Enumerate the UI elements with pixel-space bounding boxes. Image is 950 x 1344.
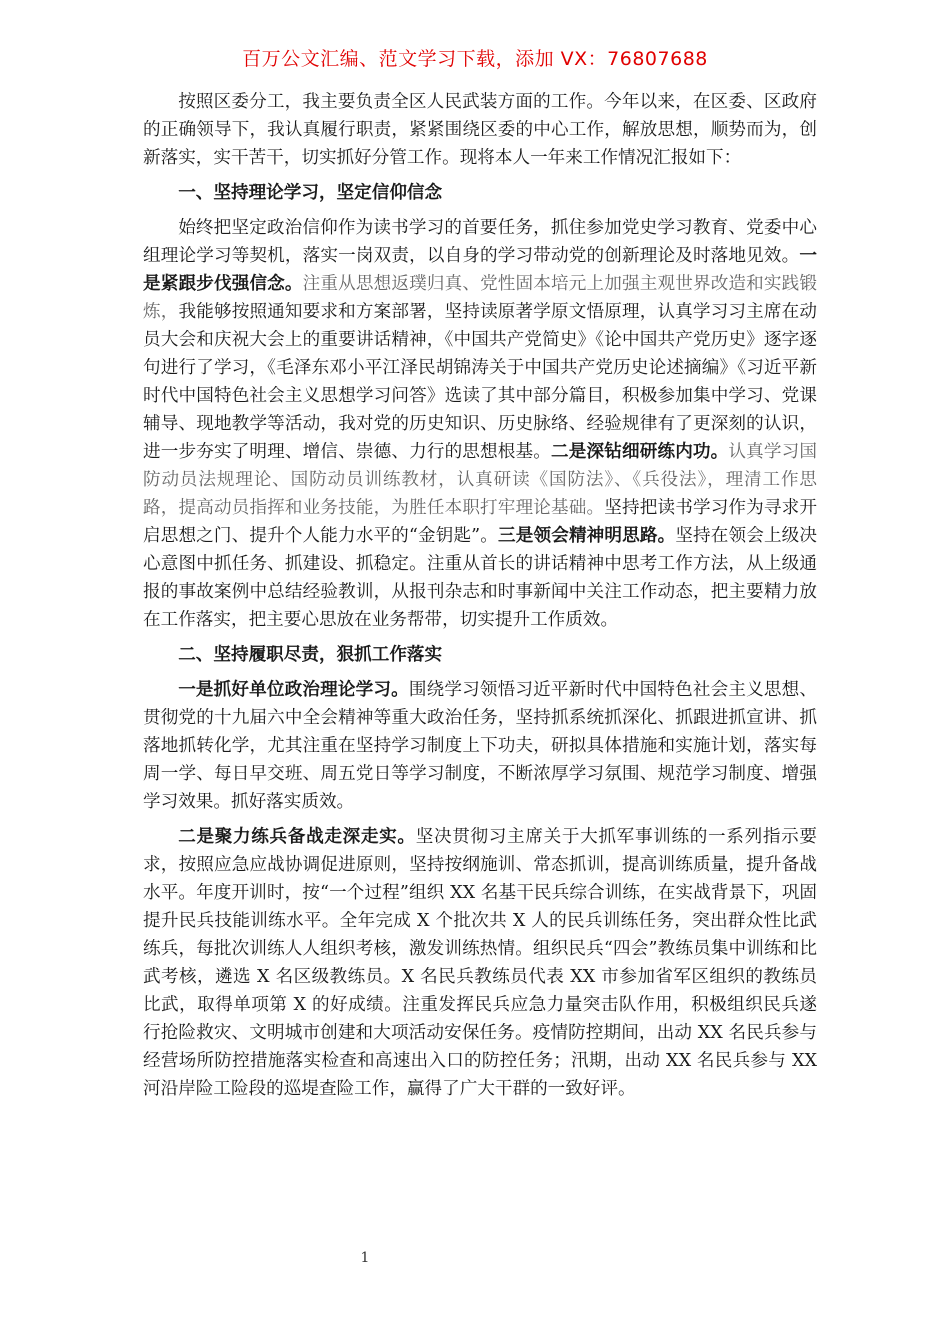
section2-paragraph-1 [143, 676, 817, 816]
section1-text-e: 认真学习国防动员法规理论、国防动员训练教材，认真研读《国防法》、《兵役法》，理清工作思路，提高动员指挥和业务技能，为胜任本职打牢理论基础。 [143, 442, 817, 518]
section1-point3-title: 三是领会精神明思路。 [498, 525, 676, 546]
document-body [143, 88, 817, 1103]
section1-heading: 一、坚持理论学习，坚定信仰信念 [178, 182, 443, 203]
section1-text-g: 坚持在领会上级决心意图中抓任务、抓建设、抓稳定。注重从首长的讲话精神中思考工作方法，从上级通报的事故案例中总结经验教训，从报刊杂志和时事新闻中关注工作动态，把主要精力放在工作落实，把主要心思放在业务帮带，切实提升工作质效。 [143, 526, 817, 630]
section1-text-f: 坚持把读书学习作为寻求开启思想之门、提升个人能力水平的“金钥匙”。 [143, 498, 817, 546]
section1-text-c: 注重从思想返璞归真、党性固本培元上加强主观世界改造和实践锻炼， [143, 274, 817, 322]
section1-point1-title: 一是紧跟步伐强信念。 [143, 245, 817, 294]
section2-paragraph-2 [143, 823, 817, 1103]
section2-point1-title: 一是抓好单位政治理论学习。 [178, 679, 409, 700]
header-banner: 百万公文汇编、范文学习下载，添加 VX：76807688 [242, 48, 708, 70]
intro-paragraph: 按照区委分工，我主要负责全区人民武装方面的工作。今年以来，在区委、区政府的正确领导下，我认真履行职责，紧紧围绕区委的中心工作，解放思想，顺势而为，创新落实，实干苦干，切实抓好分管工作。现将本人一年来工作情况汇报如下： [143, 92, 817, 168]
page-number: 1 [360, 1250, 370, 1266]
section1-point2-title: 二是深钻细研练内功。 [551, 441, 729, 462]
section2-point2-title: 二是聚力练兵备战走深走实。 [178, 826, 416, 847]
section2-heading: 二、坚持履职尽责，狠抓工作落实 [178, 644, 443, 665]
section2-point1-text: 围绕学习领悟习近平新时代中国特色社会主义思想、贯彻党的十九届六中全会精神等重大政治任务，坚持抓系统抓深化、抓跟进抓宣讲、抓落地抓转化学，尤其注重在坚持学习制度上下功夫，研拟具体措施和实施计划，落实每周一学、每日早交班、周五党日等学习制度，不断浓厚学习氛围、规范学习制度、增强学习效果。抓好落实质效。 [143, 680, 817, 812]
section1-paragraph [143, 214, 817, 634]
section2-point2-text: 坚决贯彻习主席关于大抓军事训练的一系列指示要求，按照应急应战协调促进原则，坚持按纲施训、常态抓训，提高训练质量，提升备战水平。年度开训时，按“一个过程”组织 XX 名基干民兵综合训练，在实战背景下，巩固提升民兵技能训练水平。全年完成 X 个批次共 X 人的民兵训练任务，突出群众性比武练兵，每批次训练人人组织考核，激发训练热情。组织民兵“四会”教练员集中训练和比武考核，遴选 X 名区级教练员。X 名民兵教练员代表 XX 市参加省军区组织的教练员比武，取得单项第 X 的好成绩。注重发挥民兵应急力量突击队作用，积极组织民兵遂行抢险救灾、文明城市创建和大项活动安保任务。疫情防控期间，出动 XX 名民兵参与经营场所防控措施落实检查和高速出入口的防控任务；汛期，出动 XX 名民兵参与 XX 河沿岸险工险段的巡堤查险工作，赢得了广大干群的一致好评。 [143, 827, 817, 1099]
section1-text-d: 我能够按照通知要求和方案部署，坚持读原著学原文悟原理，认真学习习主席在动员大会和庆祝大会上的重要讲话精神，《中国共产党简史》《论中国共产党历史》逐字逐句进行了学习，《毛泽东邓小平江泽民胡锦涛关于中国共产党历史论述摘编》《习近平新时代中国特色社会主义思想学习问答》选读了其中部分篇目，积极参加集中学习、党课辅导、现地教学等活动，我对党的历史知识、历史脉络、经验规律有了更深刻的认识，进一步夯实了明理、增信、崇德、力行的思想根基。 [143, 302, 817, 462]
section1-text-a: 始终把坚定政治信仰作为读书学习的首要任务，抓住参加党史学习教育、党委中心组理论学习等契机，落实一岗双责，以自身的学习带动党的创新理论及时落地见效。 [143, 218, 817, 266]
